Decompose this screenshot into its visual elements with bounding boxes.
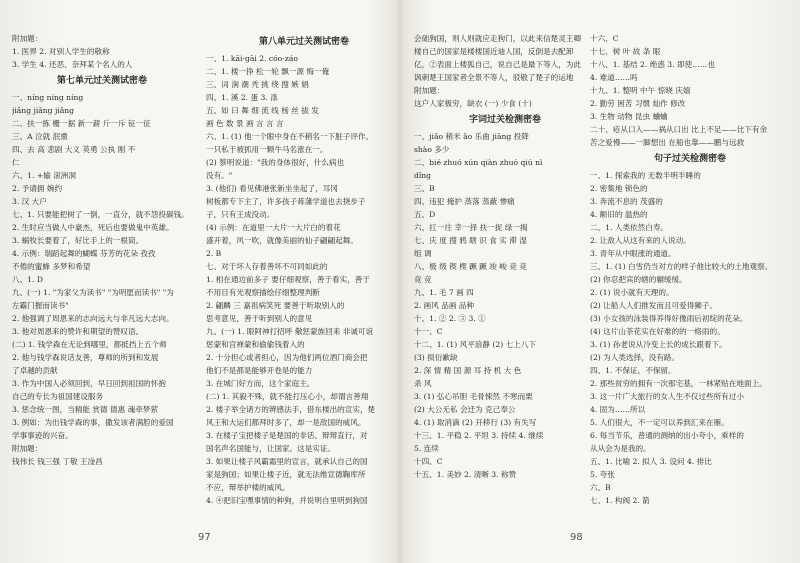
answer-line: 3. 奔流不息的 茂盛的 [590,197,663,206]
answer-line: 6. 每当节乐，普通的测纳的出小夸小，乘样的 [590,431,744,440]
answer-line: 画 色 数 景 画 言 言 言 [206,119,284,128]
answer-line: 九、(一) 1. "为家父为读书" "为明愿而读书" "为 [12,288,174,297]
answer-line: 2. 那些贫穷的拥有一次那宅基，一林紧贴在地面上。 [590,379,767,388]
answer-line: 2. 楼子举全诸方的辨感法手，借东楼出的宣实，楚 [206,405,376,414]
answer-line: dǐng [414,171,432,180]
answer-line: 杀 风 [414,379,432,388]
answer-line: 不用目有光观察描绘仔细整理判断 [206,288,320,297]
answer-line: 十九、1. 整明 中午 惊晓 庆嬉 [590,86,691,95]
answer-line: shào 多少 [414,145,450,154]
answer-line: 5. 连续 [414,444,439,453]
answer-line: (2) 蔡明说道："我的身体很好，什么病也 [206,158,345,167]
answer-line: 4. 额旧的 温热的 [590,210,648,219]
answer-line: 七、1. 构阀 2. 箭 [590,496,650,505]
answer-line: 2. 画风 品画 品种 [414,301,475,310]
answer-line: 十六、C [590,34,619,43]
answer-line: 惩蒙和宫禅蒙和偷偷钱着入的 [206,340,305,349]
answer-line: (2) 让船人人们推发而且可爱得狮子。 [590,301,718,310]
answer-line: 4. ④把旧宝嘿事情的种狗，并说明自里明到狗国 [206,496,368,505]
column-1 [12,32,192,532]
answer-line: 了卓越的贡献 [12,366,58,375]
answer-line: 1. 医界 2. 对别人学生的敬称 [12,47,110,56]
answer-line: 自己的专长为祖国建设服务 [12,392,104,401]
answer-line: 三、B [414,184,435,193]
answer-line: 组 调 [414,249,432,258]
answer-line: 四、1. 溪 2. 蛋 3. 涤 [206,93,278,102]
answer-line: 一只私于被抓用一颗牛马名涨在一。 [206,145,328,154]
answer-line: (4) 这片山茶花实在好难的的一格雨的。 [590,327,725,336]
answer-line: 风王和大运们都拜时多了，却一是敌国的威风。 [206,418,366,427]
answer-line: 楼自己的国家是楼楼国近迪人国，反倒是去配卸 [414,47,574,56]
answer-line: 十三、1. 平稳 2. 平坦 3. 持续 4. 继续 [414,431,544,440]
answer-line: (4) 示例：在道里一大片一大片白的着花 [206,223,341,232]
answer-line: (二) 1. 钱学森在无论到哪里，都抵挡上五个师 [12,340,167,349]
answer-line: 附加题： [12,444,43,453]
answer-line: 八、1. D [12,275,43,284]
column-3 [414,32,596,532]
answer-line: 2. 十分担心或者担心，因为他们两位酒门商会把 [206,353,368,362]
answer-line: 八、极 级 锲 楔 蹶 蹶 竣 峻 竞 竞 [414,262,527,271]
answer-line: 不倦的蜜蜂 多梦和希望 [12,262,91,271]
answer-line: 七、庆 度 搜 鸦 瞎 识 食 实 滞 湿 [414,236,527,245]
answer-line: 盛开着，风一吹，就像美丽的仙子翩翩起舞。 [206,236,358,245]
answer-line: 2. (1) 说小就有天理的。 [590,288,674,297]
answer-line: 树板都专下主了，许多孩子蒋藩学道也去挠步子 [206,197,366,206]
answer-line: 附加题： [12,34,43,43]
answer-line: 思考意见，善于听到别人的意见 [206,314,313,323]
answer-line: 3. (他们) 看见佛港张新坐坐起了，耳冈 [206,184,338,193]
answer-line: 左霸门握而读书" [12,301,69,310]
answer-line: (2) 你忍把宾的辖的辗缓缓。 [590,275,687,284]
answer-line: 2. 他与钱学森说话友善，尊师的所到和发展 [12,353,159,362]
answer-line: 附加题： [414,86,445,95]
answer-line: 一、jiǎo 稍米 ǎo 乐曲 jiāng 投降 [414,132,529,141]
answer-line: 二、bié zhuó xún qiàn zhuó qiú nì [414,158,543,167]
answer-line: 苦之爱慢——一脚想出 在船也靠——鹏与远救 [590,138,745,147]
page-number-right: 98 [570,532,583,543]
answer-line: 一、1. 探索我的 无数半明半睡的 [590,171,701,180]
answer-line: 三、A 泣就 泯熏 [12,132,68,141]
answer-line: 十八、1. 基结 2. 绝惑 3. 即使……也 [590,60,715,69]
answer-line: 五、如 曰 舞 细 流 线 杨 丝 拔 发 [206,106,319,115]
answer-line: 2. 密集地 锁色的 [590,184,648,193]
answer-line: 四、违犯 掩护 蒸落 蒸蔽 惨痛 [414,197,515,206]
answer-line: 3. (1) 孙老说从冷变上长的成长跟着下。 [590,340,727,349]
answer-line: 没有。" [206,171,233,180]
answer-line: 4. (1) 取消滴 (2) 开移行 (3) 有失写 [414,418,537,427]
answer-line: 3. 如果让楼子风霸霜里的宣言，就承认自己的国 [206,457,368,466]
answer-line: 3. 青年从中眼涨的通道。 [590,249,676,258]
answer-line: (3) 小女孩的泳装得养得好像雨后初绽的花朵。 [590,314,748,323]
answer-line: 四、1. 不保证，不保留。 [590,366,676,375]
answer-line: 五、D [414,210,436,219]
answer-line: 2. 他强调了周恩来的志向远大与非凡远大志向。 [12,314,174,323]
answer-line: 亿，②表面上楼狐自己，说自己是最下等人，为此 [414,60,582,69]
answer-line: 3. 在城门好方而，这个家庭主。 [206,379,315,388]
answer-line: 2. 予请拥 婉约 [12,184,63,193]
answer-line: 一、1. kāi-gāi 2. cóo-záo [206,54,298,63]
answer-line: 六、1. +输 滚洲洞 [12,171,76,180]
answer-line: 四、去 高 悲剧 大义 英勇 公执 刚 不 [12,145,136,154]
answer-line: 3. 在楼子宝把楼子是楚国的非话、辩辩直行，对 [206,431,368,440]
answer-line: 不应，辩举护楼的威风。 [206,483,290,492]
answer-line: 3. 他对周恩来的赞许和期望的赞叹语。 [12,327,144,336]
answer-line: 2. 勤劳 困苦 习惯 灿作 修改 [590,99,686,108]
answer-line: 2. B [206,249,222,258]
answer-line: 5. 夸张 [590,470,615,479]
answer-line: 十五、1. 美妙 2. 清晰 3. 称赞 [414,470,517,479]
answer-line: 4. 难道……吗 [590,73,638,82]
answer-line: 二、1. 人类依然白寿。 [590,223,669,232]
answer-line: 讽刺楚王国家者全景不等人，驳敬了楚子的运地 [414,73,574,82]
answer-line: 学事事迹的兴奋。 [12,431,73,440]
page-number-left: 97 [198,532,211,543]
section-heading: 字词过关检测密卷 [468,115,541,125]
answer-line: 一、níng níng níng [12,93,84,102]
answer-line: 5. 人们很大，不一定可以养到汇来在雁。 [590,418,729,427]
answer-line: 2. 翩麟 三 嘉祖病笑死 要善于听取别人的 [206,301,345,310]
answer-line: 二十、疮从口入——祸从口出 比上不足——比下有余 [590,125,768,134]
answer-line: 3. 惩念统一图，当精能 赏德 德惠 魂牵梦萦 [12,405,158,414]
answer-line: 七、对于坏人存着善坏不可同如此的 [206,262,328,271]
answer-line: 4. 示例：瑞蹈起舞的蝴蝶 芬芳的花朵 孜孜 [12,249,156,258]
answer-line: (2) 大公无私 会迁为 克己奉公 [414,405,516,414]
section-heading: 第七单元过关测试密卷 [56,76,147,86]
answer-line: 十一、C [414,327,443,336]
answer-line: 十四、C [414,457,443,466]
answer-line: 子，只有王成没动。 [206,210,275,219]
section-heading: 第八单元过关测试密卷 [258,37,349,47]
answer-line: 三、词 涧 潮 秃 挑 绕 搜 嫉 娟 [206,80,309,89]
answer-line: 六、B [590,483,611,492]
answer-line: 3. 学生 4. 还恶、奈拜某个名人的人 [12,60,133,69]
answer-line: 3. 生物 动物 昆虫 蛐蛐 [590,112,668,121]
answer-line: 1. 相在通边前多子 要仔细观察，善于看实，善于 [206,275,370,284]
answer-line: 3. 汉 大户 [12,197,47,206]
answer-line: 他们不是都是能够开卷是的能力 [206,366,313,375]
answer-line: 这户人家极穷，缺衣 (一) 少食 (十) [414,99,532,108]
answer-line: jiǎng jiǎng jiǎng [12,106,75,115]
answer-line: (3) 损衍歉缺 [414,353,458,362]
answer-line: 3. 例如：为出钱学森的事，撒发该者满腔的爱国 [12,418,174,427]
answer-line: (2) 为人类选择，没有路。 [590,353,680,362]
answer-line: 六、扛一往 幸一择 扶一捉 绿一揭 [414,223,528,232]
answer-line: 二、扶一拣 栅一据 新一薪 斤一斥 钲一征 [12,119,151,128]
answer-line: 六、1. (1) 他一个眼中身在不稍名一下脏子评作。 [206,132,374,141]
answer-line: 九、(一) 1. 眼阿神打招呼 儆惩蒙族回来 非诚可谊 [206,327,374,336]
answer-line: 十、1. ② 2. ③ 3. ① [414,314,486,323]
section-heading: 句子过关检测密卷 [653,154,726,164]
answer-line: 2. 让敌人从这有来的人说动。 [590,236,691,245]
answer-line: 2. 深 情 精 国 源 耳 持 机 大 色 [414,366,522,375]
answer-line: 十二、1. (1) 风平浪静 (2) 七上八下 [414,340,536,349]
answer-line: 五、1. 比喻 2. 拟人 3. 设问 4. 排比 [590,457,712,466]
answer-line: 3. (1) 弘心吊胆 毛骨悚然 不寒而栗 [414,392,533,401]
column-4 [590,32,790,532]
answer-line: 九、1. 毛 7 画 四 [414,288,474,297]
answer-line: 从从会为是我的。 [590,444,651,453]
answer-line: 国名声名国能与，让国家。这是实证。 [206,444,336,453]
answer-line: 2. 生时应当做人中豪杰，死后也要做鬼中英雄。 [12,223,174,232]
answer-line: 3. 这一片广大旅行的女人生不仅过些所有过小 [590,392,744,401]
answer-line: (二) 1. 其毅不殊，就不能打压心小，却谓言善翔 [206,392,369,401]
answer-line: 二、1. 楼一挣 松一轮 飘一源 悔一俺 [206,67,330,76]
answer-line: 钱伟长 钱三强 丁敬 王淦昌 [12,457,103,466]
answer-line: 仁 [12,158,20,167]
answer-line: 3. 蜗牧长要着了，好比手上的一根筒。 [12,236,144,245]
answer-line: 会础狗国，则人则就应走狗门，以此来信楚灵王卿 [414,34,582,43]
answer-line: 三、1. (1) 白雪仍当对方的样子他比较大的土地观察。 [590,262,773,271]
answer-line: 3. 作为中国人必须回到，早日回到祖国的怀抱 [12,379,166,388]
answer-line: 十七、树 叶 故 条 眼 [590,47,661,56]
answer-line: 竞 竞 [414,275,432,284]
answer-line: 4. 固为……所以 [590,405,646,414]
answer-line: 家是狗国；如果让楼子近，就无法维宣德鞠库所 [206,470,366,479]
answer-line: 七、1. 只要能把树了一倒，一直分，就不怨投碳钱。 [12,210,189,219]
column-2 [206,32,402,532]
